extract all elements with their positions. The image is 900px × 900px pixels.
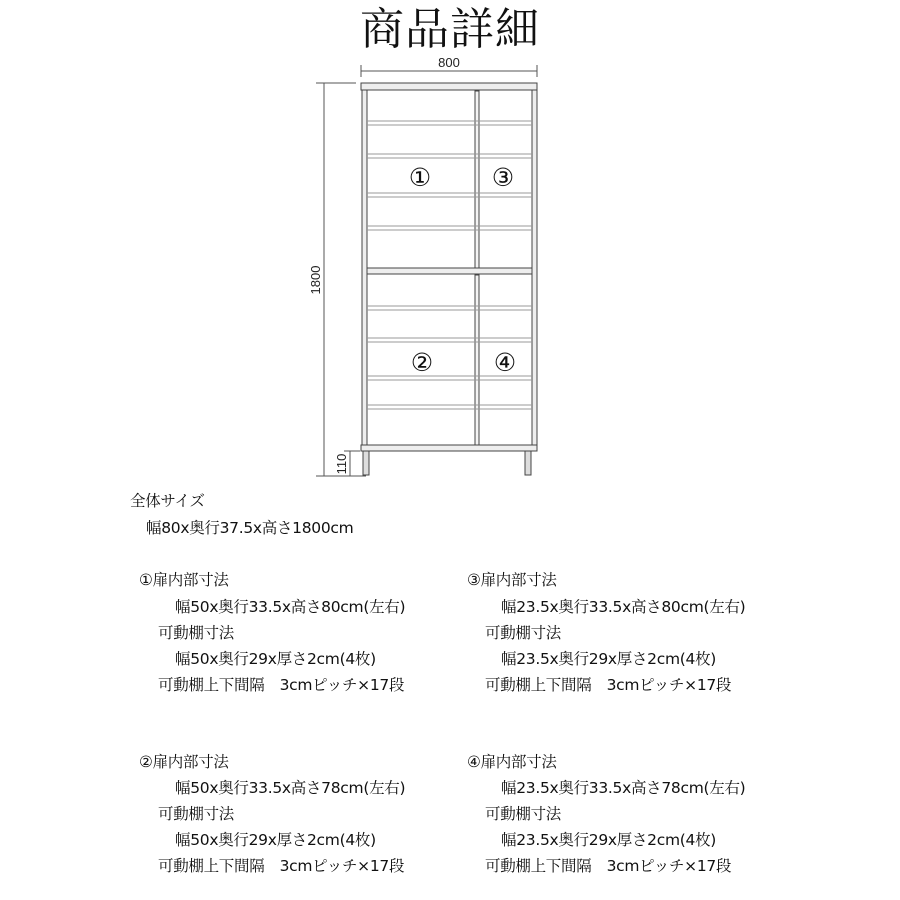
spec-inner-size: 幅23.5x奥行33.5x高さ80cm(左右) [501,598,746,616]
spec-shelf-heading: 可動棚寸法 [485,624,562,642]
section-3-label: ③ [491,163,515,192]
spec-shelf-size: 幅23.5x奥行29x厚さ2cm(4枚) [501,831,717,849]
spec-shelf-pitch: 可動棚上下間隔 3cmピッチ×17段 [485,676,732,694]
left-side [362,90,367,445]
spec-shelf-pitch: 可動棚上下間隔 3cmピッチ×17段 [158,676,405,694]
overall-size-value: 幅80x奥行37.5x高さ1800cm [146,519,354,537]
spec-heading: ③扉内部寸法 [467,571,557,589]
left-leg [363,451,369,475]
spec-shelf-pitch: 可動棚上下間隔 3cmピッチ×17段 [485,857,732,875]
spec-shelf-size: 幅50x奥行29x厚さ2cm(4枚) [175,831,376,849]
cabinet [361,83,537,475]
spec-shelf-pitch: 可動棚上下間隔 3cmピッチ×17段 [158,857,405,875]
lower-divider [475,275,479,445]
spec-heading: ④扉内部寸法 [467,753,557,771]
top-board [361,83,537,90]
spec-shelf-heading: 可動棚寸法 [158,805,235,823]
spec-shelf-size: 幅50x奥行29x厚さ2cm(4枚) [175,650,376,668]
section-1-label: ① [408,163,432,192]
page-title: 商品詳細 [360,4,540,55]
spec-shelf-heading: 可動棚寸法 [485,805,562,823]
spec-inner-size: 幅50x奥行33.5x高さ78cm(左右) [175,779,406,797]
right-side [532,90,537,445]
bottom-board [361,445,537,451]
spec-heading: ①扉内部寸法 [139,571,229,589]
spec-shelf-size: 幅23.5x奥行29x厚さ2cm(4枚) [501,650,717,668]
upper-divider [475,91,479,268]
right-leg [525,451,531,475]
section-2-label: ② [410,348,434,377]
overall-size-heading: 全体サイズ [130,492,205,510]
spec-inner-size: 幅23.5x奥行33.5x高さ78cm(左右) [501,779,746,797]
spec-heading: ②扉内部寸法 [139,753,229,771]
spec-inner-size: 幅50x奥行33.5x高さ80cm(左右) [175,598,406,616]
width-label: 800 [438,55,460,70]
middle-board [367,268,532,274]
spec-shelf-heading: 可動棚寸法 [158,624,235,642]
section-4-label: ④ [493,348,517,377]
height-label: 1800 [308,265,323,295]
leg-height-label: 110 [334,453,349,475]
